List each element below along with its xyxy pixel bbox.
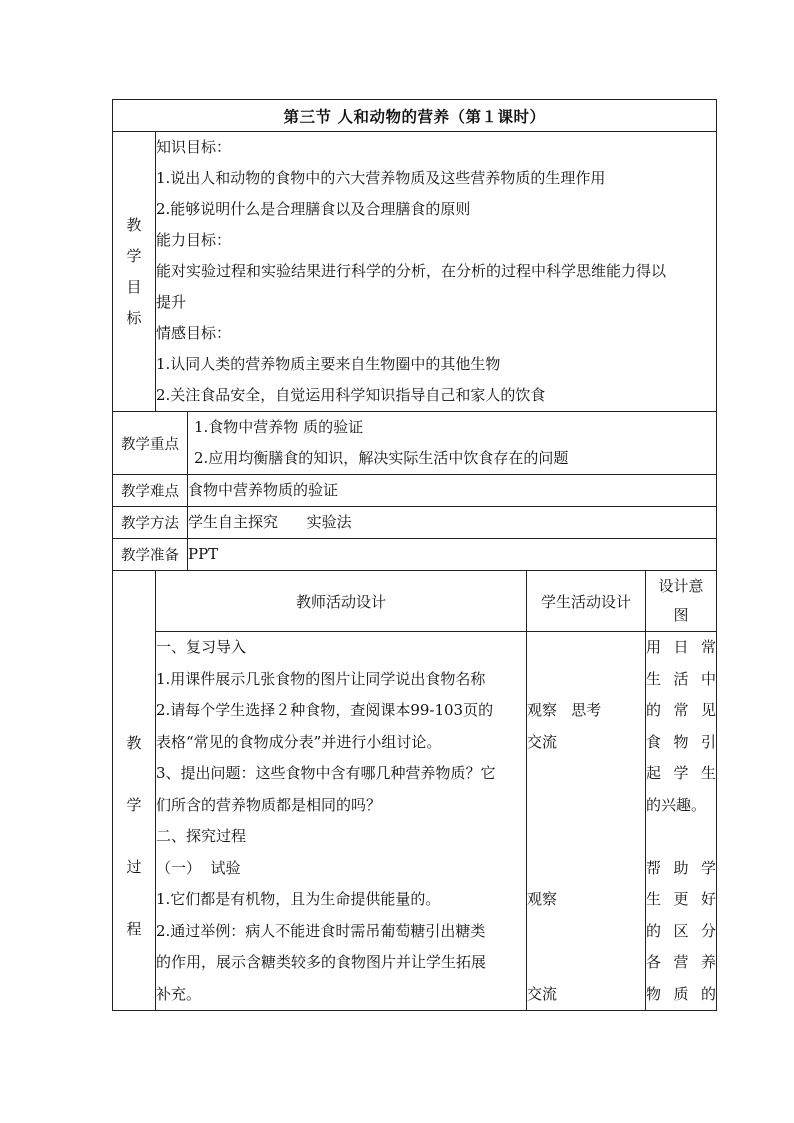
key-points-label: 教学重点 — [113, 412, 188, 475]
student-activity-content — [527, 632, 646, 1011]
process-label: 教 学 过 程 — [113, 571, 156, 1011]
teacher-line: 2.请每个学生选择２种食物，查阅课本99-103页的 — [156, 701, 494, 719]
teacher-line: 的作用，展示含糖类较多的食物图片并让学生拓展 — [156, 953, 487, 971]
intent-line: 的区分 — [646, 921, 717, 940]
student-line: 观察 — [527, 890, 558, 908]
teacher-line: 们所含的营养物质都是相同的吗？ — [156, 795, 382, 814]
objectives-label: 教 学 目 标 — [113, 132, 156, 412]
teacher-activity-header: 教师活动设计 — [156, 571, 527, 632]
teacher-line: 1.它们都是有机物，且为生命提供能量的。 — [156, 890, 441, 908]
objective-line: 1.说出人和动物的食物中的六大营养物质及这些营养物质的生理作用 — [156, 169, 606, 187]
objective-heading: 情感目标： — [156, 324, 232, 342]
intent-line: 用日常 — [646, 638, 717, 656]
intent-line: 的兴趣。 — [646, 795, 707, 814]
objective-heading: 能力目标： — [156, 231, 232, 249]
intent-line: 食物引 — [646, 732, 717, 751]
design-intent-content — [646, 632, 717, 1011]
student-line: 交流 — [527, 732, 558, 751]
intent-line: 的常见 — [646, 701, 717, 719]
intent-line: 生更好 — [646, 890, 717, 908]
teacher-line: 1.用课件展示几张食物的图片让同学说出食物名称 — [156, 669, 486, 688]
prep-label: 教学准备 — [113, 539, 188, 571]
objective-heading: 知识目标： — [156, 138, 232, 156]
objective-line: 2.能够说明什么是合理膳食以及合理膳食的原则 — [156, 200, 471, 218]
teacher-line: 2.通过举例：病人不能进食时需吊葡萄糖引出糖类 — [156, 921, 486, 940]
objective-line: 能对实验过程和实验结果进行科学的分析，在分析的过程中科学思维能力得以 — [156, 262, 667, 280]
teacher-line: 一、复习导入 — [156, 638, 247, 656]
prep-value: PPT — [188, 539, 717, 571]
teacher-line: 补充。 — [156, 984, 202, 1003]
student-line: 交流 — [527, 984, 558, 1003]
key-point-line: 2.应用均衡膳食的知识，解决实际生活中饮食存在的问题 — [194, 449, 569, 467]
key-points-content — [188, 412, 717, 475]
intent-line: 起学生 — [646, 764, 717, 782]
objective-line: 2.关注食品安全，自觉运用科学知识指导自己和家人的饮食 — [156, 386, 546, 404]
lesson-title: 第三节 人和动物的营养（第１课时） — [113, 100, 717, 132]
student-line: 观察 思考 — [527, 701, 602, 719]
objective-line: 1.认同人类的营养物质主要来自生物圈中的其他生物 — [156, 355, 501, 373]
intent-line: 物质的 — [646, 984, 717, 1003]
teacher-line: 3、提出问题：这些食物中含有哪几种营养物质？它 — [156, 764, 496, 782]
teacher-activity-content — [156, 632, 527, 1011]
teacher-line: （一） 试验 — [156, 858, 241, 877]
intent-line: 帮助学 — [646, 858, 717, 877]
method-label: 教学方法 — [113, 507, 188, 539]
method-value: 学生自主探究 实验法 — [188, 507, 717, 539]
intent-line: 生活中 — [646, 669, 717, 688]
key-point-line: 1.食物中营养物 质的验证 — [194, 418, 364, 436]
teacher-line: 二、探究过程 — [156, 827, 247, 845]
objectives-content — [156, 132, 717, 412]
difficulty-value: 食物中营养物质的验证 — [188, 475, 717, 507]
lesson-plan-table — [112, 99, 717, 1011]
intent-line: 各营养 — [646, 953, 717, 971]
objective-line: 提升 — [156, 293, 187, 311]
design-intent-header: 设计意 图 — [646, 571, 717, 632]
student-activity-header: 学生活动设计 — [527, 571, 646, 632]
teacher-line: 表格“常见的食物成分表”并进行小组讨论。 — [156, 732, 442, 751]
difficulty-label: 教学难点 — [113, 475, 188, 507]
